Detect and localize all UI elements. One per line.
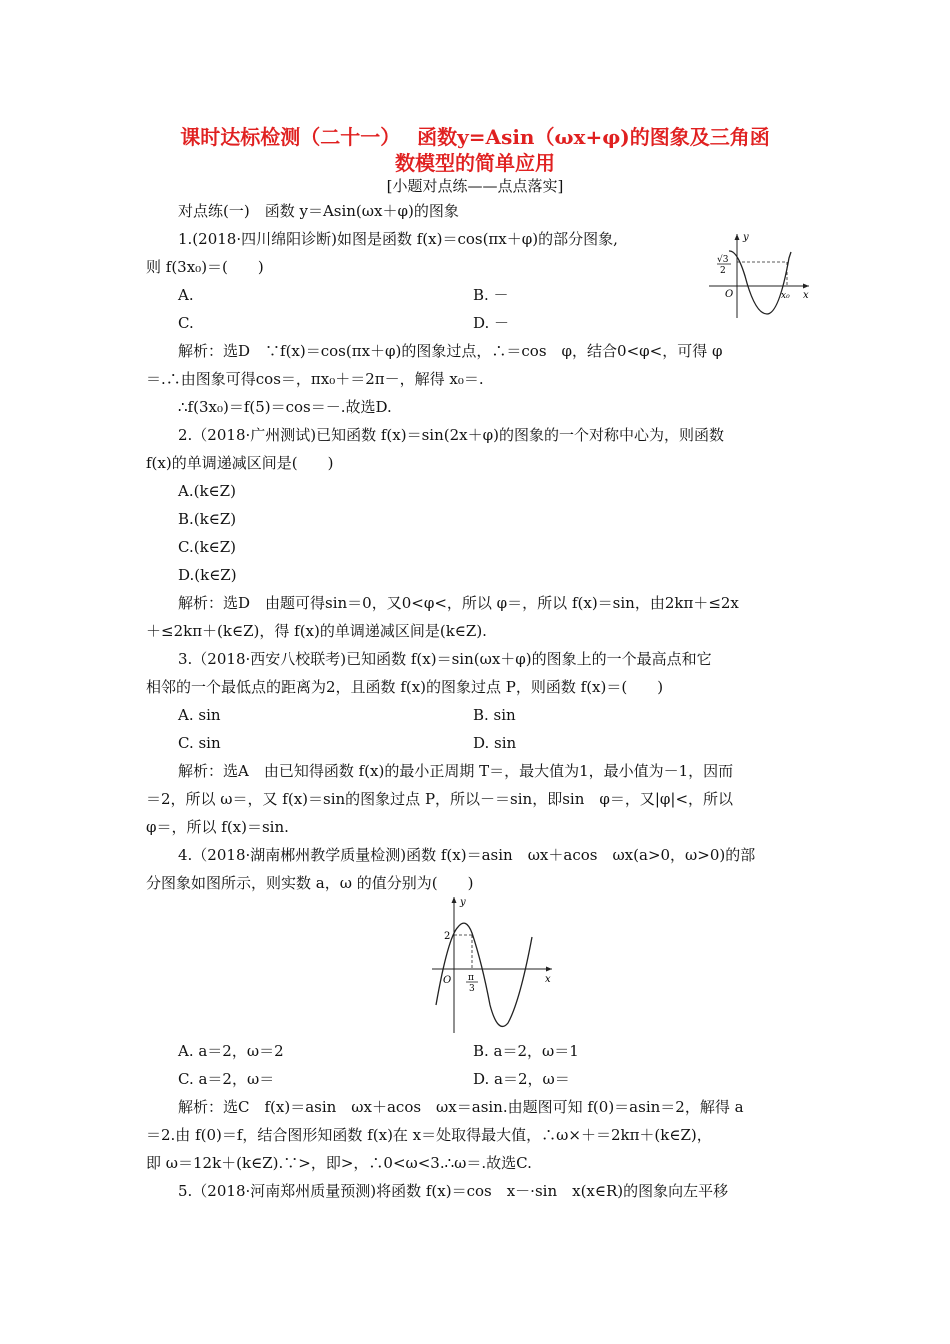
q4-solution-line1: 解析：选C f(x)＝asin ωx＋acos ωx＝asin.由题图可知 f(0)＝asin＝2，解得 a — [178, 1098, 744, 1116]
q5-stem-line1: 5.（2018·河南郑州质量预测)将函数 f(x)＝cos x－·sin x(x∈R)的图象向左平移 — [178, 1182, 729, 1200]
q4-option-c: C. a＝2，ω＝ — [178, 1070, 275, 1088]
subtitle: [小题对点练——点点落实] — [386, 177, 564, 195]
q3-solution-line3: φ＝，所以 f(x)＝sin. — [146, 818, 289, 836]
q4-fig-origin: O — [443, 975, 452, 986]
q3-option-d: D. sin — [473, 734, 517, 752]
q1-option-d: D. － — [473, 314, 510, 332]
q2-option-a: A.(k∈Z) — [178, 482, 236, 500]
q3-stem-line2: 相邻的一个最低点的距离为2，且函数 f(x)的图象过点 P，则函数 f(x)＝( ) — [146, 678, 664, 696]
q2-solution-line1: 解析：选D 由题可得sin＝0，又0<φ<，所以 φ＝，所以 f(x)＝sin，由2kπ＋≤2x — [178, 594, 739, 612]
q4-fig-three: 3 — [469, 984, 475, 994]
q1-fig-x-label: x — [803, 290, 809, 301]
q1-fig-x0-label: x₀ — [781, 291, 790, 301]
q1-solution-line3: ∴f(3x₀)＝f(5)＝cos＝－.故选D. — [178, 398, 392, 416]
q3-stem-line1: 3.（2018·西安八校联考)已知函数 f(x)＝sin(ωx＋φ)的图象上的一个最高点和它 — [178, 650, 712, 668]
q1-solution-line1: 解析：选D ∵f(x)＝cos(πx＋φ)的图象过点，∴＝cos φ，结合0<φ<，可得 φ — [178, 342, 723, 360]
q4-figure — [420, 893, 560, 1039]
q4-option-a: A. a＝2，ω＝2 — [178, 1042, 284, 1060]
title-line-2: 数模型的简单应用 — [395, 151, 555, 175]
q3-option-b: B. sin — [473, 706, 516, 724]
title-line-1: 课时达标检测（二十一） 函数y=Asin（ωx+φ)的图象及三角函 — [180, 125, 770, 149]
q1-fig-y-label: y — [743, 232, 749, 243]
q4-fig-value-2: 2 — [444, 931, 451, 942]
q4-option-b: B. a＝2，ω＝1 — [473, 1042, 579, 1060]
q1-fig-den: 2 — [720, 266, 726, 276]
q1-fig-sqrt3: √3 — [717, 255, 729, 265]
q2-stem-line1: 2.（2018·广州测试)已知函数 f(x)＝sin(2x＋φ)的图象的一个对称中心为，则函数 — [178, 426, 724, 444]
q3-option-c: C. sin — [178, 734, 221, 752]
q4-fig-y-label: y — [460, 897, 466, 908]
q3-solution-line2: ＝2，所以 ω＝，又 f(x)＝sin的图象过点 P，所以－＝sin，即sin φ＝，又|φ|<，所以 — [146, 790, 734, 808]
q4-solution-line3: 即 ω＝12k＋(k∈Z).∵>，即>，∴0<ω<3.∴ω＝.故选C. — [146, 1154, 532, 1172]
q4-stem-line2: 分图象如图所示，则实数 a，ω 的值分别为( ) — [146, 874, 474, 892]
section-heading: 对点练(一) 函数 y＝Asin(ωx＋φ)的图象 — [178, 202, 459, 220]
q4-fig-x-label: x — [545, 974, 551, 985]
q2-solution-line2: ＋≤2kπ＋(k∈Z)，得 f(x)的单调递减区间是(k∈Z). — [146, 622, 487, 640]
q2-option-b: B.(k∈Z) — [178, 510, 237, 528]
q1-option-a: A. — [178, 286, 194, 304]
q1-figure — [705, 228, 815, 326]
q2-option-d: D.(k∈Z) — [178, 566, 237, 584]
q4-stem-line1: 4.（2018·湖南郴州教学质量检测)函数 f(x)＝asin ωx＋acos ωx(a>0，ω>0)的部 — [178, 846, 756, 864]
q4-fig-pi: π — [468, 973, 474, 983]
q3-option-a: A. sin — [178, 706, 221, 724]
q1-fig-origin: O — [725, 289, 734, 300]
q4-option-d: D. a＝2，ω＝ — [473, 1070, 570, 1088]
q2-option-c: C.(k∈Z) — [178, 538, 237, 556]
q1-stem-line1: 1.(2018·四川绵阳诊断)如图是函数 f(x)＝cos(πx＋φ)的部分图象, — [178, 230, 618, 248]
q2-stem-line2: f(x)的单调递减区间是( ) — [146, 454, 334, 472]
q1-option-b: B. － — [473, 286, 509, 304]
q4-solution-line2: ＝2.由 f(0)＝f，结合图形知函数 f(x)在 x＝处取得最大值，∴ω×＋＝2kπ＋(k∈Z)， — [146, 1126, 712, 1144]
q1-solution-line2: ＝.∴由图象可得cos＝，πx₀＋＝2π－，解得 x₀＝. — [146, 370, 484, 388]
q1-option-c: C. — [178, 314, 194, 332]
q1-stem-line2: 则 f(3x₀)＝( ) — [146, 258, 264, 276]
q3-solution-line1: 解析：选A 由已知得函数 f(x)的最小正周期 T＝，最大值为1，最小值为－1，因而 — [178, 762, 734, 780]
